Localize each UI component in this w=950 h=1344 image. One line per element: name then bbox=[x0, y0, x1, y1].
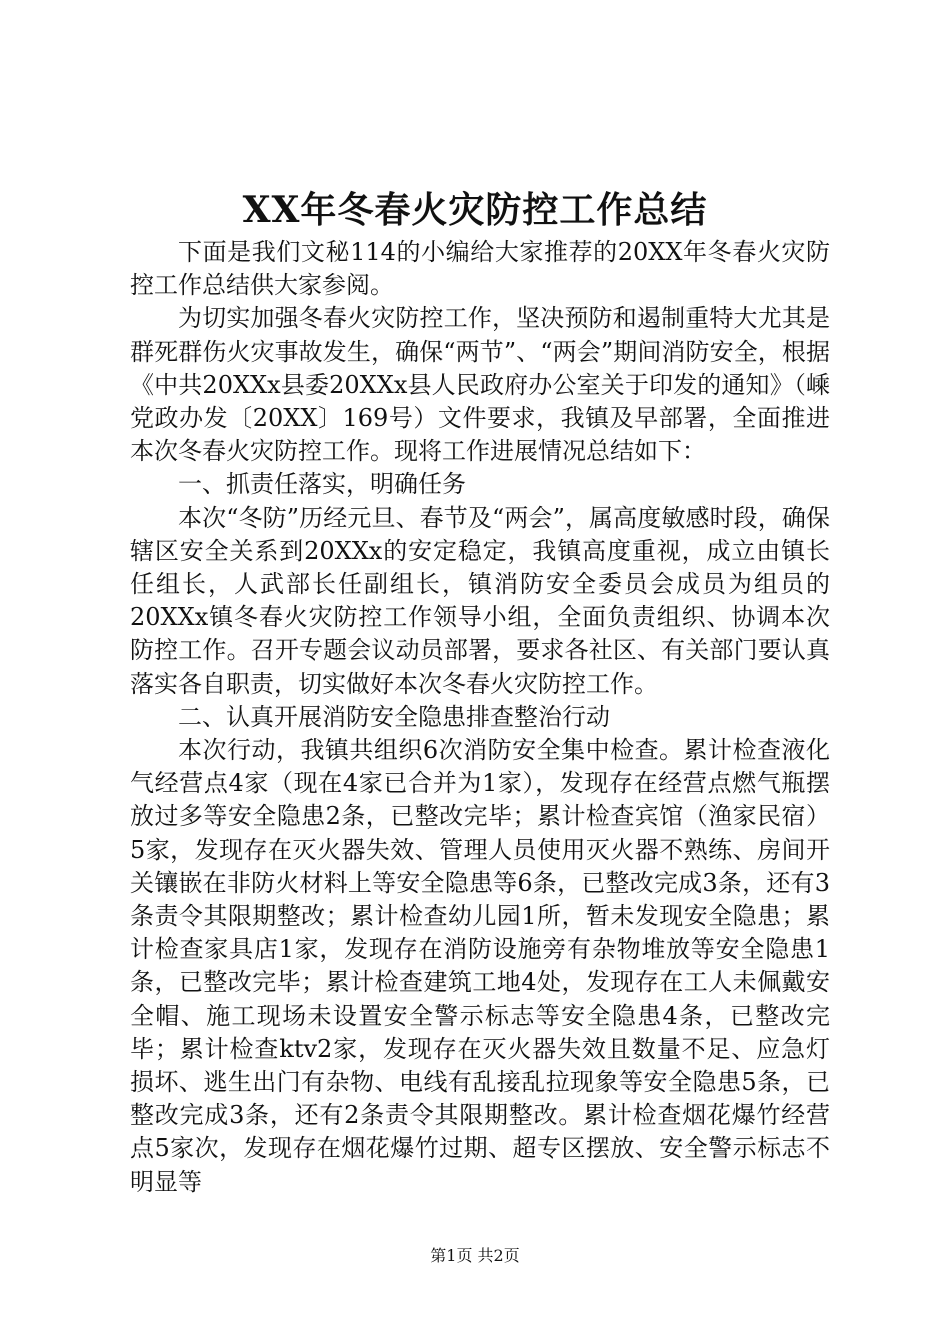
paragraph-section-1: 本次“冬防”历经元旦、春节及“两会”，属高度敏感时段，确保辖区安全关系到20XXx的安定稳定，我镇高度重视，成立由镇长任组长，人武部长任副组长，镇消防安全委员会成员为组员的20XXx镇冬春火灾防控工作领导小组，全面负责组织、协调本次防控工作。召开专题会议动员部署，要求各社区、有关部门要认真落实各自职责，切实做好本次冬春火灾防控工作。 bbox=[130, 503, 830, 698]
document-body bbox=[130, 236, 830, 1199]
page-number-footer: 第1页 共2页 bbox=[430, 1246, 520, 1265]
document-title: XX年冬春火灾防控工作总结 bbox=[242, 189, 708, 231]
section-heading-1: 一、抓责任落实，明确任务 bbox=[178, 470, 466, 499]
paragraph-background: 为切实加强冬春火灾防控工作，坚决预防和遏制重特大尤其是群死群伤火灾事故发生，确保“两节”、“两会”期间消防安全，根据《中共20XXx县委20XXx县人民政府办公室关于印发的通知》（嵊党政办发〔20XX〕169号）文件要求，我镇及早部署，全面推进本次冬春火灾防控工作。现将工作进展情况总结如下： bbox=[130, 304, 830, 466]
paragraph-section-2: 本次行动，我镇共组织6次消防安全集中检查。累计检查液化气经营点4家（现在4家已合并为1家），发现存在经营点燃气瓶摆放过多等安全隐患2条，已整改完毕；累计检查宾馆（渔家民宿）5家，发现存在灭火器失效、管理人员使用灭火器不熟练、房间开关镶嵌在非防火材料上等安全隐患等6条，已整改完成3条，还有3条责令其限期整改；累计检查幼儿园1所，暂未发现安全隐患；累计检查家具店1家，发现存在消防设施旁有杂物堆放等安全隐患1条，已整改完毕；累计检查建筑工地4处，发现存在工人未佩戴安全帽、施工现场未设置安全警示标志等安全隐患4条，已整改完毕；累计检查ktv2家，发现存在灭火器失效且数量不足、应急灯损坏、逃生出门有杂物、电线有乱接乱拉现象等安全隐患5条，已整改完成3条，还有2条责令其限期整改。累计检查烟花爆竹经营点5家次，发现存在烟花爆竹过期、超专区摆放、安全警示标志不明显等 bbox=[130, 736, 830, 1196]
section-heading-2: 二、认真开展消防安全隐患排查整治行动 bbox=[178, 702, 610, 731]
paragraph-intro: 下面是我们文秘114的小编给大家推荐的20XX年冬春火灾防控工作总结供大家参阅。 bbox=[130, 238, 830, 300]
